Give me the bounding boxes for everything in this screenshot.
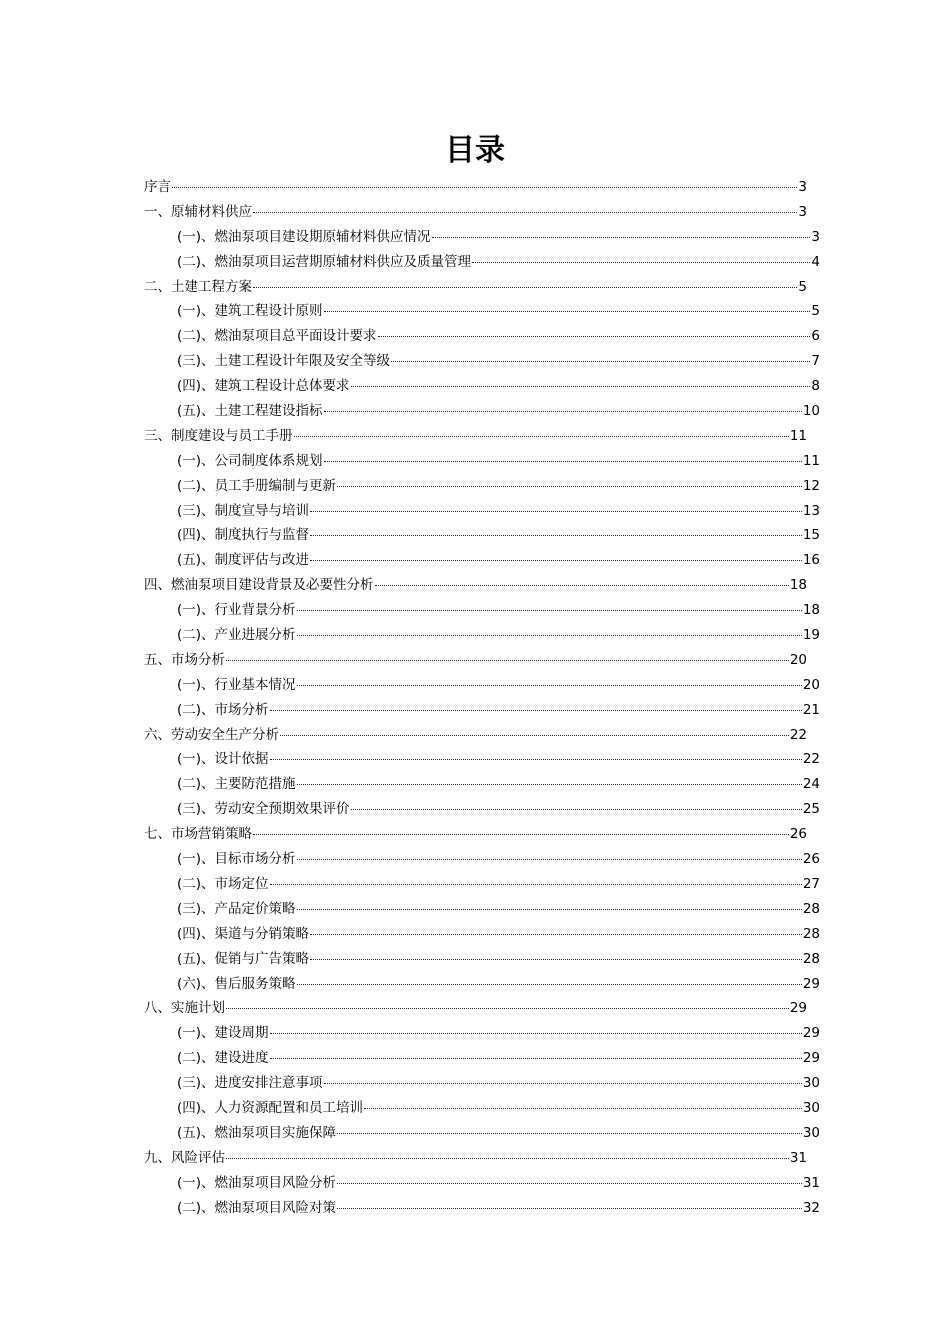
toc-page-number: 10 <box>802 403 820 420</box>
toc-entry-label: 七、市场营销策略 <box>144 826 252 843</box>
toc-page-number: 8 <box>811 378 820 395</box>
toc-page-number: 31 <box>789 1149 807 1166</box>
toc-page-number: 16 <box>802 552 820 569</box>
table-of-contents <box>144 175 820 1220</box>
toc-entry[interactable] <box>144 1171 820 1196</box>
toc-page-number: 5 <box>811 303 820 320</box>
toc-entry-label: (二)、燃油泵项目总平面设计要求 <box>177 328 377 345</box>
toc-page-number: 3 <box>798 179 807 195</box>
toc-entry-label: (三)、制度宣导与培训 <box>177 502 310 519</box>
toc-entry[interactable] <box>144 1196 820 1221</box>
toc-entry[interactable] <box>144 474 820 499</box>
toc-dot-leader <box>270 759 802 760</box>
toc-entry-label: (五)、促销与广告策略 <box>177 950 310 967</box>
toc-page-number: 12 <box>802 477 820 494</box>
toc-dot-leader <box>324 461 802 462</box>
toc-dot-leader <box>310 535 802 536</box>
toc-entry[interactable] <box>144 972 820 997</box>
toc-page-number: 25 <box>802 801 820 818</box>
toc-page-number: 5 <box>798 278 807 295</box>
toc-dot-leader <box>337 1133 802 1134</box>
toc-page-number: 20 <box>802 676 820 693</box>
toc-page-number: 15 <box>802 527 820 544</box>
toc-entry[interactable] <box>144 324 820 349</box>
toc-dot-leader <box>351 386 811 387</box>
toc-dot-leader <box>226 1158 789 1159</box>
toc-dot-leader <box>351 809 802 810</box>
toc-entry[interactable] <box>144 648 807 673</box>
toc-entry[interactable] <box>144 1096 820 1121</box>
toc-entry[interactable] <box>144 573 807 598</box>
toc-entry[interactable] <box>144 623 820 648</box>
toc-dot-leader <box>297 610 802 611</box>
toc-dot-leader <box>226 660 789 661</box>
toc-entry-label: (五)、燃油泵项目实施保障 <box>177 1124 337 1141</box>
toc-entry[interactable] <box>144 1046 820 1071</box>
toc-dot-leader <box>297 685 802 686</box>
toc-page-number: 11 <box>802 452 820 469</box>
toc-page-number: 6 <box>811 328 820 345</box>
toc-entry[interactable] <box>144 175 807 200</box>
toc-entry[interactable] <box>144 250 820 275</box>
toc-entry-label: (四)、建筑工程设计总体要求 <box>177 378 350 395</box>
toc-entry[interactable] <box>144 598 820 623</box>
toc-entry-label: 一、原辅材料供应 <box>144 203 252 220</box>
toc-entry-label: (五)、土建工程建设指标 <box>177 403 323 420</box>
toc-page-number: 18 <box>789 577 807 594</box>
toc-dot-leader <box>391 361 810 362</box>
toc-page-number: 30 <box>802 1099 820 1116</box>
toc-page-number: 29 <box>802 1050 820 1067</box>
toc-page-number: 30 <box>802 1124 820 1141</box>
toc-page-number: 26 <box>802 851 820 868</box>
toc-dot-leader <box>324 1083 802 1084</box>
toc-entry-label: (一)、行业基本情况 <box>177 676 296 693</box>
toc-entry-label: (六)、售后服务策略 <box>177 975 296 992</box>
toc-page-number: 29 <box>802 975 820 992</box>
toc-entry-label: (二)、燃油泵项目风险对策 <box>177 1199 337 1216</box>
toc-page-number: 7 <box>811 353 820 370</box>
toc-entry-label: 六、劳动安全生产分析 <box>144 726 279 743</box>
toc-entry-label: 二、土建工程方案 <box>144 278 252 295</box>
toc-dot-leader <box>270 884 802 885</box>
toc-dot-leader <box>472 262 810 263</box>
toc-dot-leader <box>280 735 789 736</box>
toc-dot-leader <box>253 212 797 213</box>
toc-entry[interactable] <box>144 673 820 698</box>
toc-page-number: 19 <box>802 627 820 644</box>
toc-entry-label: (五)、制度评估与改进 <box>177 552 310 569</box>
toc-entry-label: (一)、设计依据 <box>177 751 269 768</box>
toc-entry[interactable] <box>144 1021 820 1046</box>
toc-page-number: 13 <box>802 502 820 519</box>
toc-entry-label: (三)、进度安排注意事项 <box>177 1075 323 1092</box>
toc-entry-label: (二)、主要防范措施 <box>177 776 296 793</box>
toc-dot-leader <box>310 560 802 561</box>
toc-entry-label: (一)、公司制度体系规划 <box>177 452 323 469</box>
toc-entry[interactable] <box>144 1071 820 1096</box>
toc-page-number: 21 <box>802 701 820 718</box>
toc-dot-leader <box>270 710 802 711</box>
toc-dot-leader <box>172 187 797 188</box>
toc-entry[interactable] <box>144 747 820 772</box>
toc-entry-label: (一)、建设周期 <box>177 1025 269 1042</box>
toc-entry[interactable] <box>144 698 820 723</box>
toc-page-number: 26 <box>789 826 807 843</box>
toc-page-number: 29 <box>789 1000 807 1017</box>
toc-entry[interactable] <box>144 872 820 897</box>
toc-dot-leader <box>375 585 789 586</box>
toc-page-number: 3 <box>798 203 807 220</box>
toc-dot-leader <box>297 784 802 785</box>
toc-entry[interactable] <box>144 299 820 324</box>
toc-entry-label: (二)、市场定位 <box>177 875 269 892</box>
page-title: 目录 <box>445 133 505 168</box>
toc-dot-leader <box>226 1008 789 1009</box>
toc-page-number: 22 <box>802 751 820 768</box>
toc-entry[interactable] <box>144 374 820 399</box>
toc-entry[interactable] <box>144 548 820 573</box>
toc-entry-label: (一)、目标市场分析 <box>177 851 296 868</box>
toc-entry-label: (二)、员工手册编制与更新 <box>177 477 337 494</box>
toc-page-number: 30 <box>802 1075 820 1092</box>
toc-entry-label: 五、市场分析 <box>144 651 225 668</box>
toc-dot-leader <box>294 436 789 437</box>
toc-entry[interactable] <box>144 1121 820 1146</box>
toc-entry[interactable] <box>144 499 820 524</box>
toc-dot-leader <box>310 511 802 512</box>
toc-entry[interactable] <box>144 847 820 872</box>
toc-entry[interactable] <box>144 996 807 1021</box>
toc-entry-label: (二)、燃油泵项目运营期原辅材料供应及质量管理 <box>177 253 472 270</box>
toc-page-number: 32 <box>802 1199 820 1216</box>
toc-page-number: 24 <box>802 776 820 793</box>
toc-entry-label: (四)、渠道与分销策略 <box>177 925 310 942</box>
toc-entry[interactable] <box>144 822 807 847</box>
toc-entry-label: 四、燃油泵项目建设背景及必要性分析 <box>144 577 374 594</box>
toc-entry-label: (一)、燃油泵项目建设期原辅材料供应情况 <box>177 228 431 245</box>
toc-entry-label: (一)、行业背景分析 <box>177 602 296 619</box>
toc-entry[interactable] <box>144 349 820 374</box>
toc-entry-label: (三)、土建工程设计年限及安全等级 <box>177 353 391 370</box>
toc-dot-leader <box>253 834 789 835</box>
toc-dot-leader <box>337 1183 802 1184</box>
toc-entry[interactable] <box>144 523 820 548</box>
toc-page-number: 4 <box>811 253 820 270</box>
toc-dot-leader <box>337 1208 802 1209</box>
toc-entry-label: (三)、产品定价策略 <box>177 900 296 917</box>
toc-entry[interactable] <box>144 947 820 972</box>
toc-dot-leader <box>297 859 802 860</box>
toc-entry-label: (二)、建设进度 <box>177 1050 269 1067</box>
toc-entry[interactable] <box>144 1146 807 1171</box>
toc-dot-leader <box>378 336 811 337</box>
toc-entry[interactable] <box>144 200 807 225</box>
toc-dot-leader <box>337 486 802 487</box>
toc-dot-leader <box>297 635 802 636</box>
toc-page-number: 27 <box>802 875 820 892</box>
toc-dot-leader <box>297 909 802 910</box>
toc-page-number: 28 <box>802 925 820 942</box>
toc-entry[interactable] <box>144 897 820 922</box>
toc-entry[interactable] <box>144 772 820 797</box>
toc-dot-leader <box>432 237 811 238</box>
toc-entry-label: 八、实施计划 <box>144 1000 225 1017</box>
toc-dot-leader <box>364 1108 802 1109</box>
toc-page-number: 28 <box>802 900 820 917</box>
toc-dot-leader <box>253 287 797 288</box>
toc-entry[interactable] <box>144 424 807 449</box>
toc-entry[interactable] <box>144 797 820 822</box>
toc-entry-label: (四)、制度执行与监督 <box>177 527 310 544</box>
toc-entry-label: (一)、燃油泵项目风险分析 <box>177 1174 337 1191</box>
toc-entry-label: 三、制度建设与员工手册 <box>144 427 293 444</box>
toc-dot-leader <box>324 311 811 312</box>
toc-dot-leader <box>324 411 802 412</box>
toc-entry[interactable] <box>144 723 807 748</box>
toc-page-number: 28 <box>802 950 820 967</box>
toc-dot-leader <box>297 984 802 985</box>
toc-dot-leader <box>270 1033 802 1034</box>
toc-page-number: 3 <box>811 228 820 245</box>
toc-entry-label: (四)、人力资源配置和员工培训 <box>177 1099 364 1116</box>
toc-entry[interactable] <box>144 449 820 474</box>
toc-entry[interactable] <box>144 399 820 424</box>
toc-page-number: 20 <box>789 651 807 668</box>
toc-entry-label: (一)、建筑工程设计原则 <box>177 303 323 320</box>
toc-entry[interactable] <box>144 225 820 250</box>
toc-page-number: 18 <box>802 602 820 619</box>
toc-entry-label: 九、风险评估 <box>144 1149 225 1166</box>
toc-entry[interactable] <box>144 922 820 947</box>
toc-entry-label: (二)、市场分析 <box>177 701 269 718</box>
toc-page-number: 31 <box>802 1174 820 1191</box>
toc-page-number: 11 <box>789 427 807 444</box>
toc-dot-leader <box>270 1058 802 1059</box>
toc-page-number: 22 <box>789 726 807 743</box>
toc-entry-label: 序言 <box>144 179 171 195</box>
toc-entry-label: (二)、产业进展分析 <box>177 627 296 644</box>
toc-entry-label: (三)、劳动安全预期效果评价 <box>177 801 350 818</box>
toc-entry[interactable] <box>144 275 807 300</box>
toc-page-number: 29 <box>802 1025 820 1042</box>
toc-dot-leader <box>310 934 802 935</box>
toc-dot-leader <box>310 959 802 960</box>
